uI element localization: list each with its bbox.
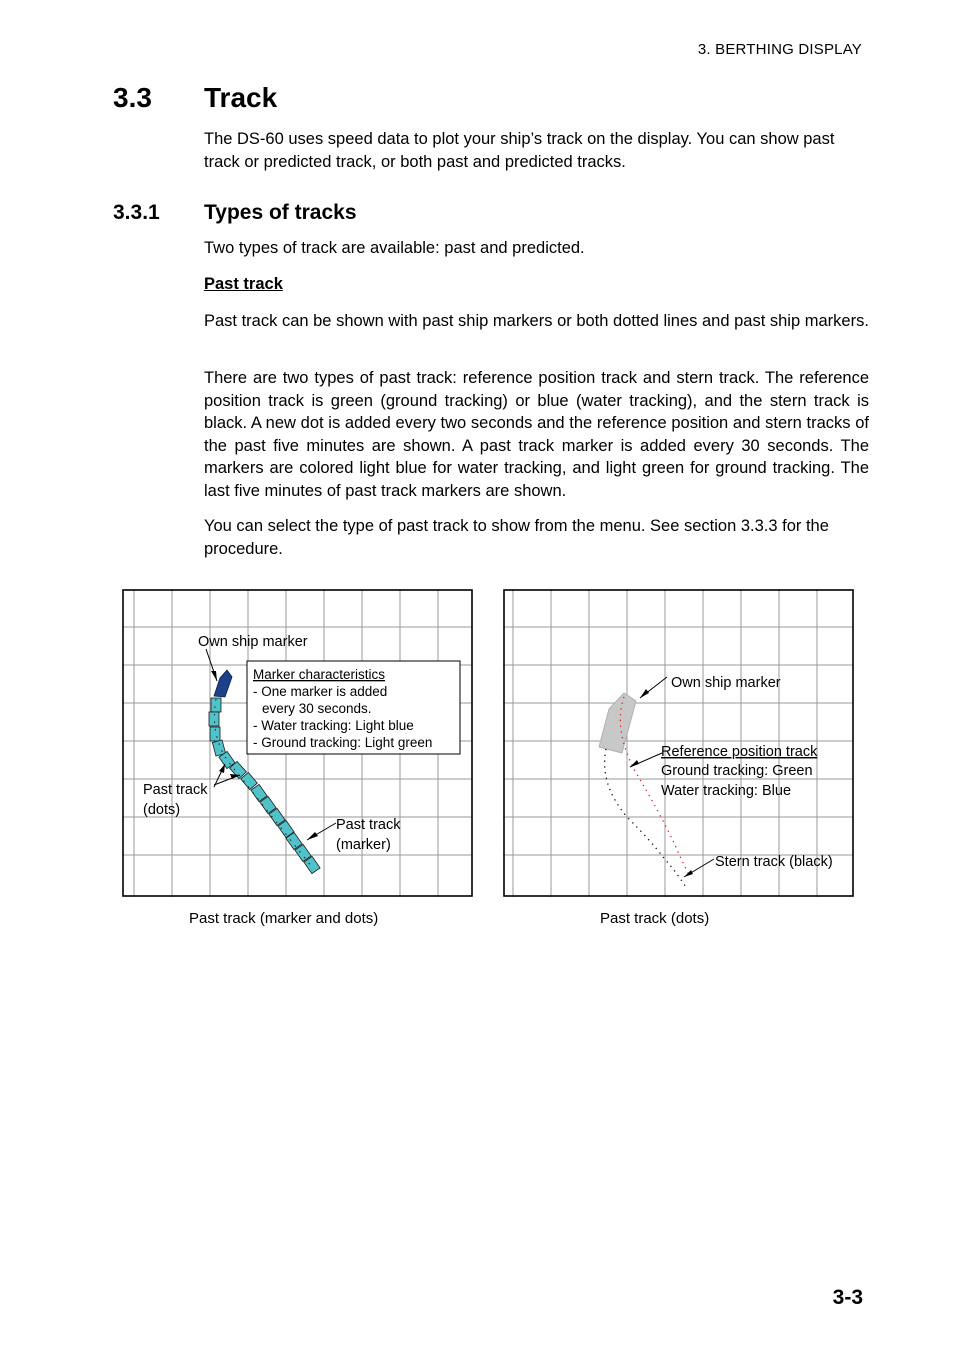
- box-line-1: - One marker is added: [253, 684, 388, 699]
- own-ship-marker-label: Own ship marker: [671, 675, 781, 691]
- dots-label-1: Past track: [143, 782, 208, 798]
- subsection-number: 3.3.1: [113, 201, 160, 224]
- own-ship-marker-icon: [599, 693, 636, 753]
- reference-ground-label: Ground tracking: Green: [661, 763, 813, 779]
- reference-water-label: Water tracking: Blue: [661, 783, 792, 799]
- subsection-title: Types of tracks: [204, 201, 357, 224]
- figure-right-caption: Past track (dots): [600, 910, 710, 927]
- stern-track-label: Stern track (black): [715, 854, 833, 870]
- own-ship-marker-label: Own ship marker: [198, 634, 308, 650]
- marker-label-1: Past track: [336, 817, 401, 833]
- figure-left-caption: Past track (marker and dots): [189, 910, 379, 927]
- box-line-2: every 30 seconds.: [262, 701, 372, 716]
- dots-label-2: (dots): [143, 802, 181, 818]
- grid: [503, 589, 853, 897]
- section-title: Track: [204, 82, 278, 113]
- section-number: 3.3: [113, 82, 152, 113]
- past-track-heading: Past track: [204, 275, 283, 293]
- box-title: Marker characteristics: [253, 667, 386, 682]
- figure-dots: [503, 589, 855, 899]
- marker-label-2: (marker): [336, 837, 391, 853]
- past-track-para-1: Past track can be shown with past ship markers or both dotted lines and past ship markers.: [204, 312, 869, 330]
- types-paragraph: Two types of track are available: past and predicted.: [204, 239, 585, 257]
- own-ship-marker-icon: [214, 670, 232, 697]
- page-number: 3-3: [832, 1286, 863, 1309]
- frame: [504, 590, 853, 896]
- past-track-para-3: You can select the type of past track to show from the menu. See section 3.3.3 for the procedure.: [204, 517, 829, 558]
- box-line-3: - Water tracking: Light blue: [253, 718, 414, 733]
- reference-track-title: Reference position track: [661, 744, 818, 760]
- running-header: 3. BERTHING DISPLAY: [697, 41, 862, 58]
- intro-paragraph: The DS-60 uses speed data to plot your ship’s track on the display. You can show past track or predicted track, or both past and predicted tracks.: [204, 130, 835, 171]
- figure-marker-and-dots: [122, 589, 474, 899]
- past-track-para-2: There are two types of past track: reference position track and stern track. The reference position track is green (ground tracking) or blue (water tracking), and the stern track is black. A new dot is added every two seconds and the reference position and stern tracks of the past five minutes are shown. A past track marker is added every 30 seconds. The markers are colored light blue for water tracking, and light green for ground tracking. The last five minutes of past track markers are shown.: [204, 369, 869, 500]
- box-line-4: - Ground tracking: Light green: [253, 735, 433, 750]
